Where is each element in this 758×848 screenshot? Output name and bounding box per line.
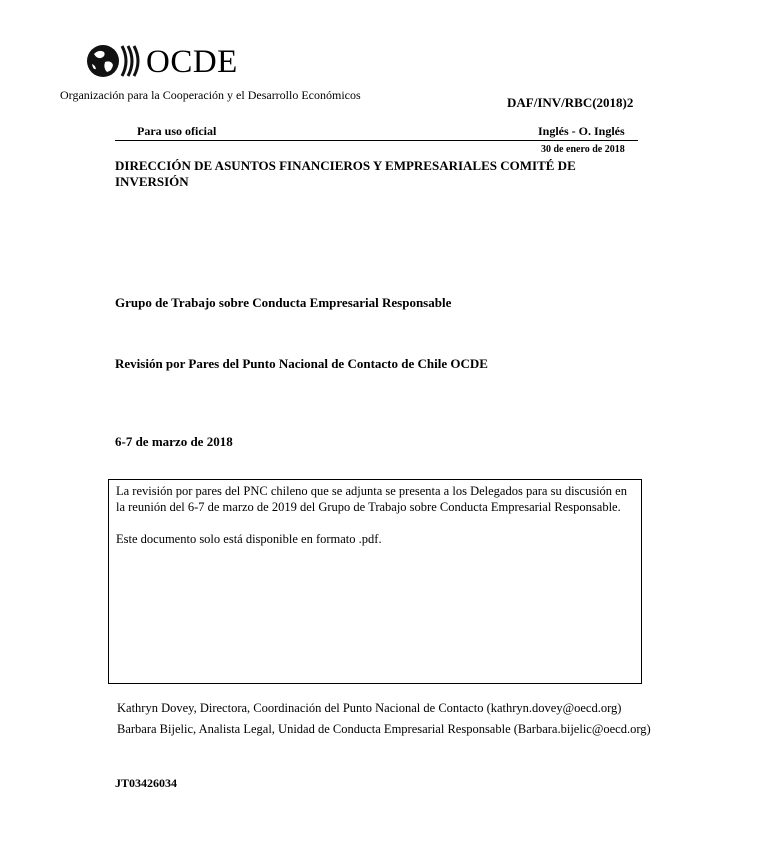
contact-line: Barbara Bijelic, Analista Legal, Unidad de Conducta Empresarial Responsable (Barbara.bijelic@oecd.org) (117, 722, 651, 736)
jt-number: JT03426034 (115, 776, 178, 790)
document-reference: DAF/INV/RBC(2018)2 (507, 95, 634, 110)
meeting-date: 6-7 de marzo de 2018 (115, 434, 233, 449)
notice-paragraph: Este documento solo está disponible en formato .pdf. (116, 532, 382, 546)
review-title: Revisión por Pares del Punto Nacional de Contacto de Chile OCDE (115, 356, 488, 371)
header-divider (115, 140, 638, 141)
classification-label: Para uso oficial (137, 124, 217, 138)
document-date: 30 de enero de 2018 (541, 144, 625, 155)
contact-line: Kathryn Dovey, Directora, Coordinación del Punto Nacional de Contacto (kathryn.dovey@oecd.org) (117, 701, 622, 715)
language-label: Inglés - O. Inglés (538, 124, 625, 138)
notice-paragraph: La revisión por pares del PNC chileno que se adjunta se presenta a los Delegados para su discusión en la reunión del 6-7 de marzo de 2019 del Grupo de Trabajo sobre Conducta Empresarial Responsable. (116, 484, 627, 514)
oecd-logo (86, 42, 246, 82)
logo-wordmark: OCDE (146, 44, 238, 80)
directorate-heading: DIRECCIÓN DE ASUNTOS FINANCIEROS Y EMPRESARIALES COMITÉ DE INVERSIÓN (115, 158, 576, 189)
notice-box (108, 479, 642, 684)
working-group-title: Grupo de Trabajo sobre Conducta Empresarial Responsable (115, 295, 452, 310)
organization-name: Organización para la Cooperación y el Desarrollo Económicos (60, 88, 361, 102)
